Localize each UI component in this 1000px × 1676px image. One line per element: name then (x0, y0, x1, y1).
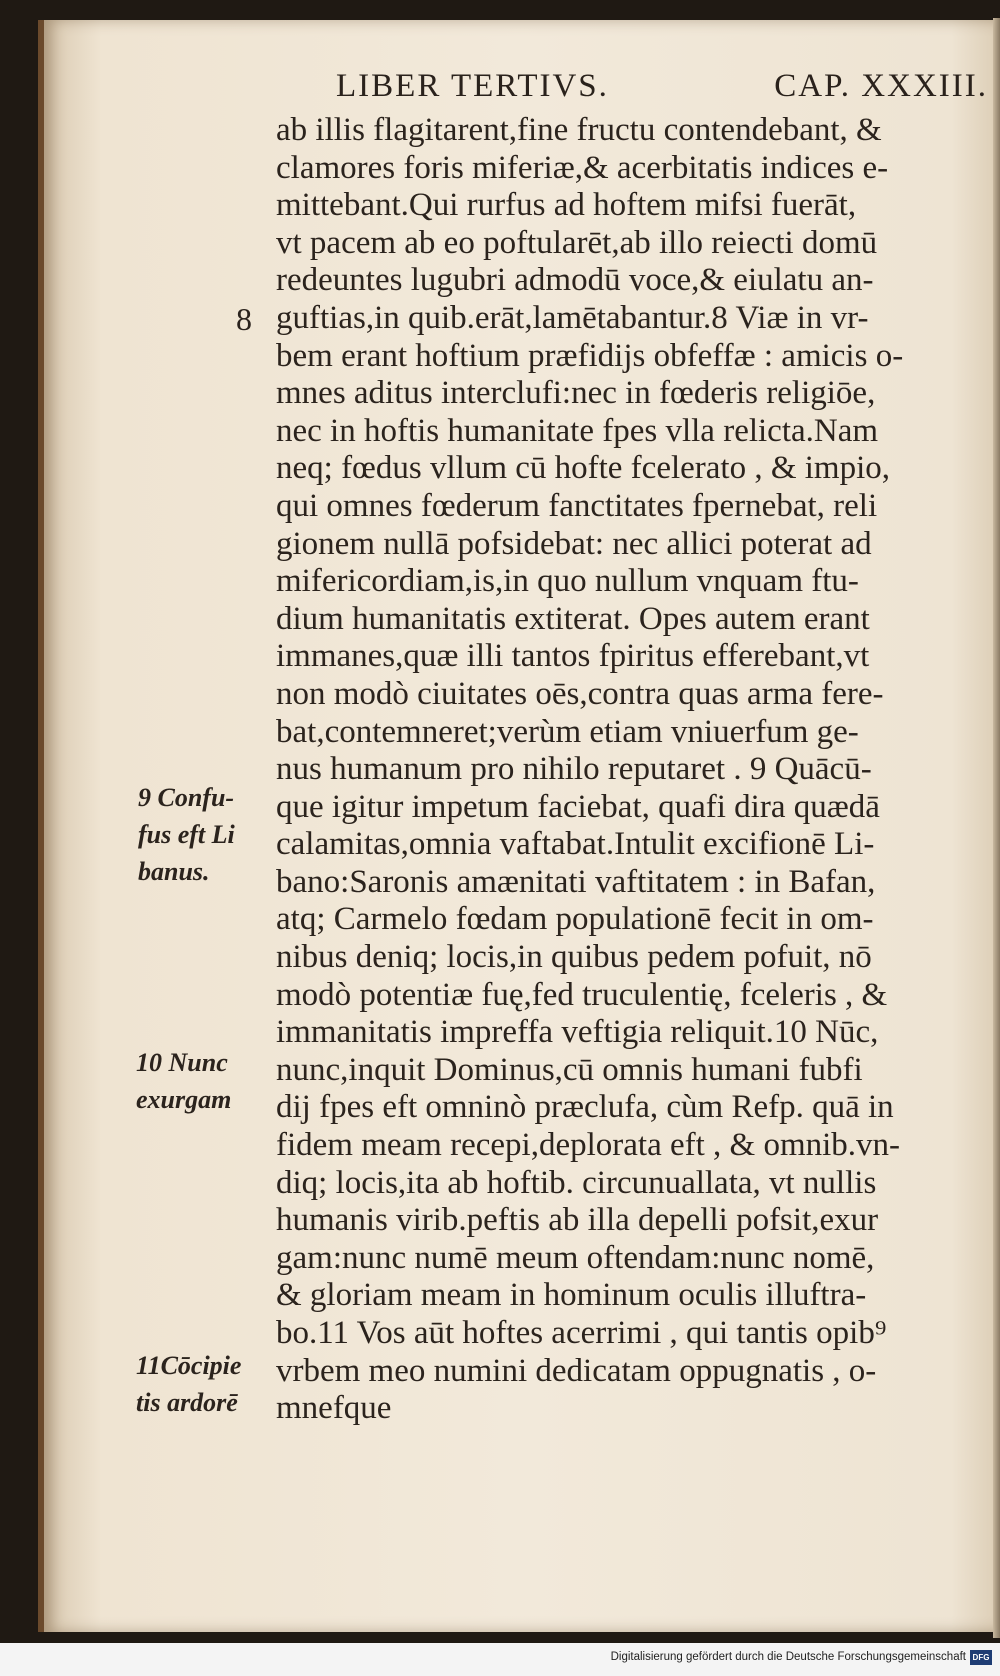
text-line: immanes,quæ illi tantos fpiritus efferebant,vt (276, 638, 870, 675)
text-line: diq; locis,ita ab hoftib. circunuallata, vt nullis (276, 1164, 877, 1201)
text-line: vrbem meo numini dedicatam oppugnatis , o- (276, 1352, 877, 1389)
text-line: dij fpes eft omninò præclufa, cùm Refp. quā in (276, 1089, 894, 1126)
marginal-line: 11Cōcipie (136, 1351, 242, 1380)
funding-credit: Digitalisierung gefördert durch die Deutsche Forschungsgemeinschaft (610, 1651, 966, 1663)
text-line: humanis virib.peftis ab illa depelli pofsit,exur (276, 1202, 879, 1239)
running-header (336, 68, 992, 108)
text-line: nibus deniq; locis,in quibus pedem pofuit, nō (276, 939, 872, 976)
marginal-note-10 (136, 1044, 231, 1118)
marginal-note-11 (136, 1347, 241, 1421)
text-line: fidem meam recepi,deplorata eft , & omnib.vn- (276, 1127, 901, 1164)
text-line: non modò ciuitates oēs,contra quas arma fere- (276, 675, 884, 712)
text-line: neq; fœdus vllum cū hofte fcelerato , & impio, (276, 450, 891, 487)
text-line: immanitatis impreffa veftigia reliquit.10 Nūc, (276, 1014, 879, 1051)
text-line: bat,contemneret;verùm etiam vniuerfum ge- (276, 713, 859, 750)
text-line: modò potentiæ fuę,fed truculentię, fceleris , & (276, 976, 888, 1013)
text-line: que igitur impetum faciebat, quafi dira quædā (276, 788, 880, 825)
text-line: calamitas,omnia vaftabat.Intulit excifionē Li- (276, 826, 875, 863)
text-line: bano:Saronis amænitati vaftitatem : in Bafan, (276, 863, 876, 900)
text-line: mittebant.Qui rurfus ad hoftem mifsi fuerāt, (276, 187, 857, 224)
marginal-line: fus eft Li (138, 820, 235, 849)
text-line: atq; Carmelo fœdam populationē fecit in om- (276, 901, 874, 938)
text-line: bo.11 Vos aūt hoftes acerrimi , qui tantis opib⁹ (276, 1315, 887, 1351)
running-title: LIBER TERTIVS. (336, 68, 609, 104)
main-text-block (276, 112, 996, 1428)
marginal-note-9 (138, 779, 235, 890)
text-line: gam:nunc numē meum oftendam:nunc nomē, (276, 1239, 875, 1276)
text-line: mifericordiam,is,in quo nullum vnquam ftu- (276, 563, 859, 600)
text-line: & gloriam meam in hominum oculis illuftra- (276, 1277, 867, 1314)
marginal-line: 10 Nunc (136, 1048, 228, 1077)
text-line: nunc,inquit Dominus,cū omnis humani fubfi (276, 1051, 863, 1088)
marginal-line: tis ardorē (136, 1388, 238, 1417)
dfg-logo-icon: DFG (970, 1650, 992, 1665)
text-line: vt pacem ab eo poftularēt,ab illo reiecti domū (276, 224, 878, 261)
text-line: qui omnes fœderum fanctitates fpernebat, reli (276, 487, 878, 524)
text-line: nec in hoftis humanitate fpes vlla relicta.Nam (276, 412, 879, 449)
text-line: nus humanum pro nihilo reputaret . 9 Quācū- (276, 751, 872, 788)
text-line: bem erant hoftium præfidijs obfeffæ : amicis o- (276, 337, 904, 374)
marginal-line: banus. (138, 857, 210, 886)
chapter-number: CAP. XXXIII. (774, 68, 988, 104)
text-line: gionem nullā pofsidebat: nec allici poterat ad (276, 525, 872, 562)
text-line: guftias,in quib.erāt,lamētabantur.8 Viæ in vr- (276, 299, 869, 336)
text-line: redeuntes lugubri admodū voce,& eiulatu an- (276, 262, 874, 299)
text-line: ab illis flagitarent,fine fructu contendebant, & (276, 112, 882, 148)
verse-number-8: 8 (236, 301, 252, 337)
footer-bar (0, 1643, 1000, 1676)
text-line: clamores foris miferiæ,& acerbitatis indices e- (276, 149, 889, 186)
text-line: dium humanitatis extiterat. Opes autem erant (276, 600, 870, 637)
text-line: mnefque (276, 1390, 392, 1427)
marginal-line: exurgam (136, 1085, 232, 1114)
marginal-line: 9 Confu- (138, 783, 235, 812)
text-line: mnes aditus interclufi:nec in fœderis religiōe, (276, 375, 876, 412)
